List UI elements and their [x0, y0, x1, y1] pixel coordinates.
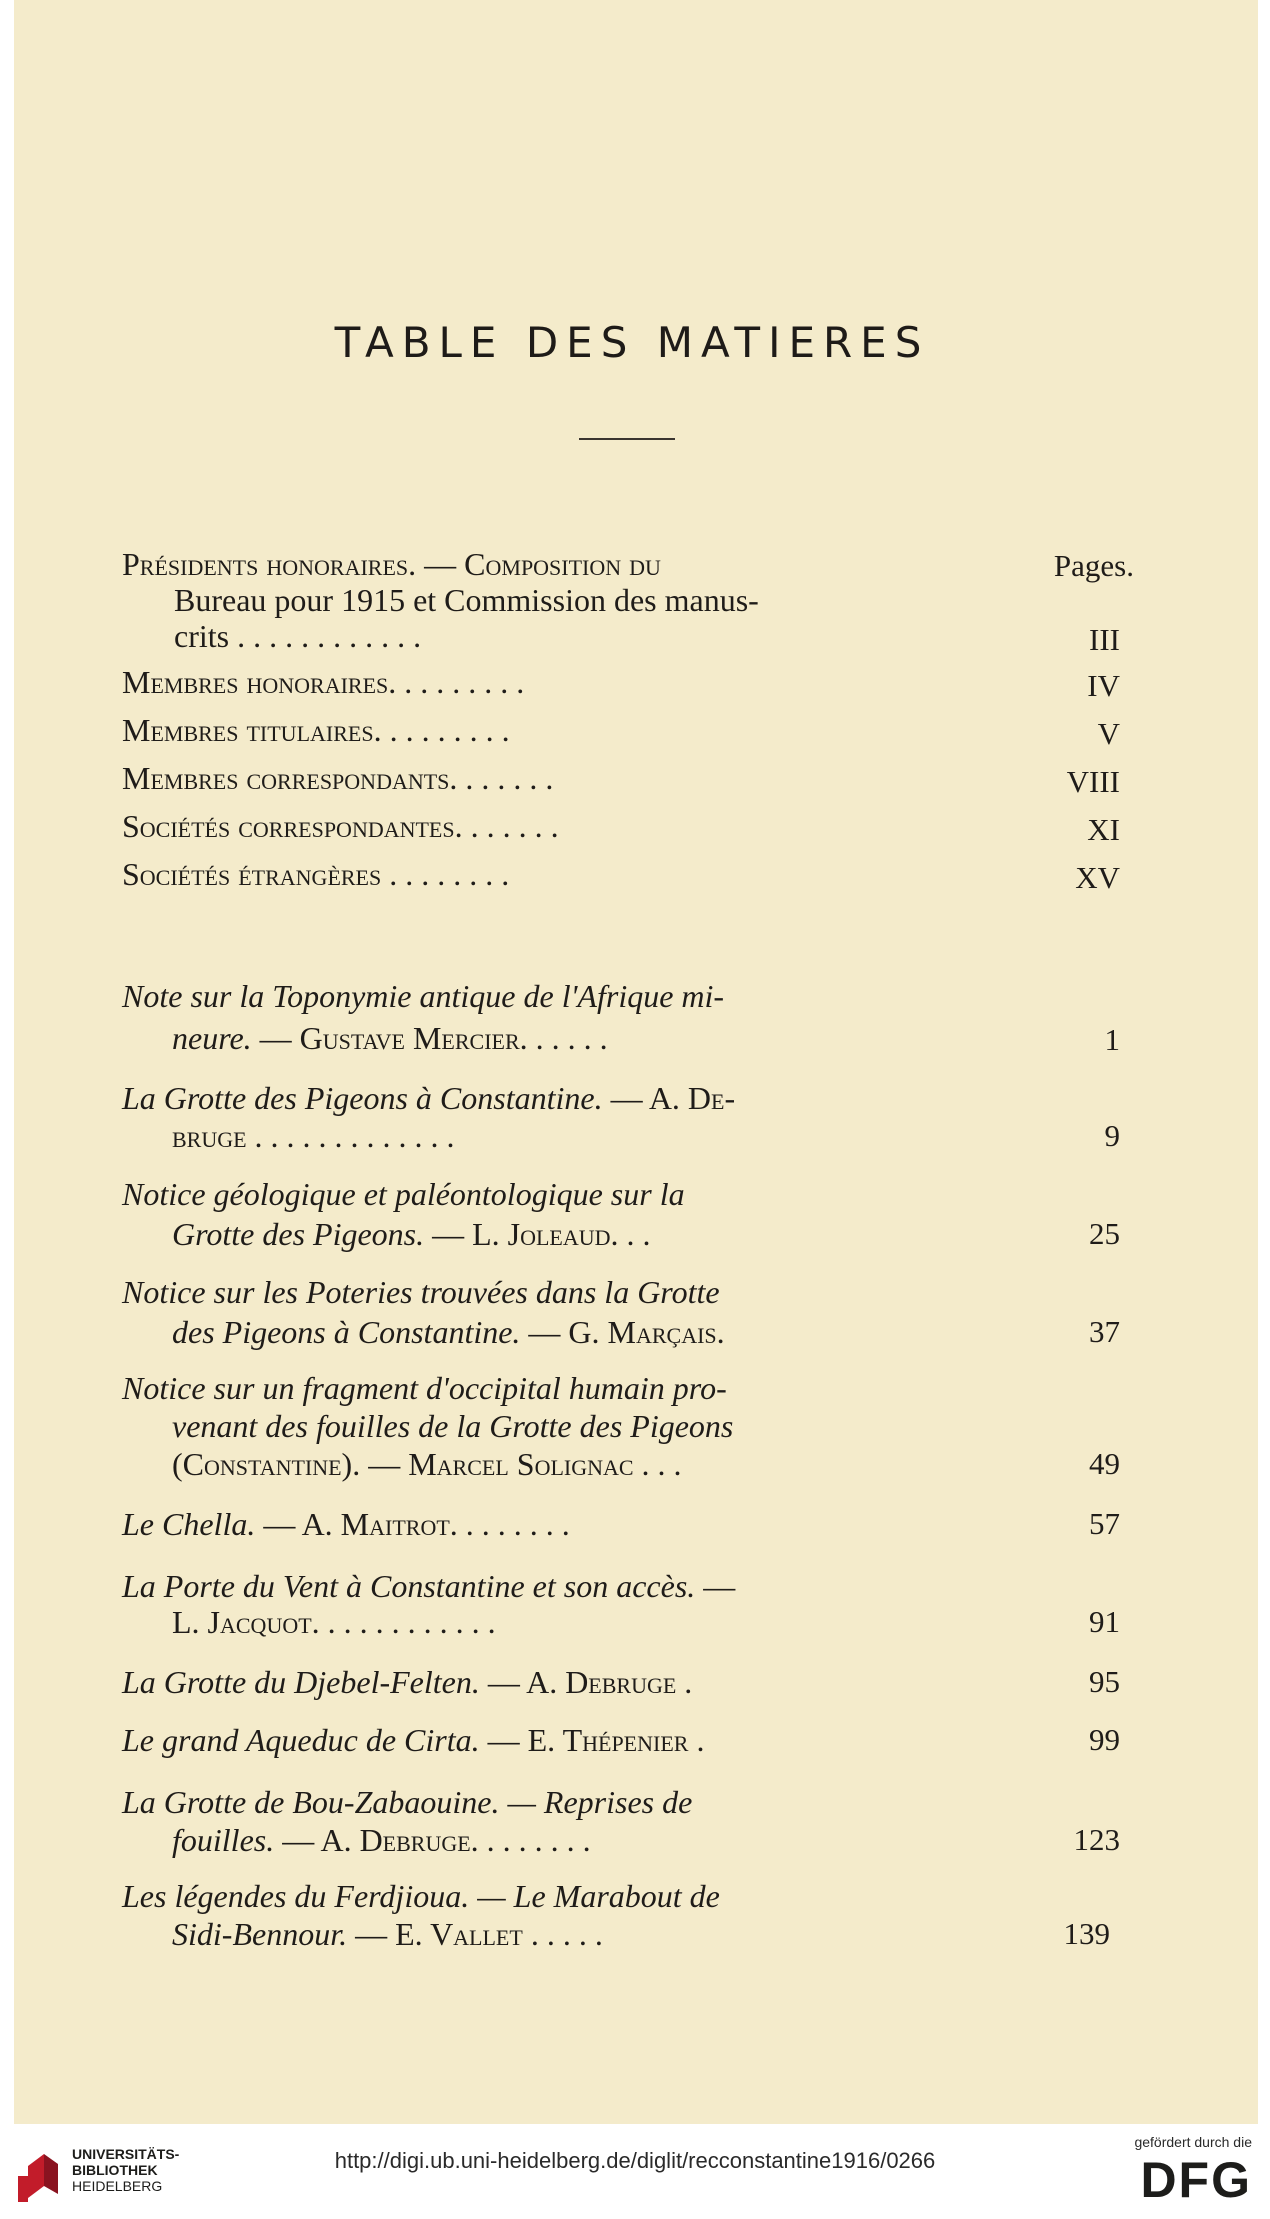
toc-article-3-title: Notice géologique et paléontologique sur la [122, 1176, 685, 1212]
title-divider [579, 438, 675, 440]
toc-entry-presidents-line3: crits . . . . . . . . . . . . [174, 618, 422, 654]
toc-article-8-title: La Grotte du Djebel-Felten. — A. Debruge . [122, 1664, 693, 1700]
toc-page-number: 57 [1089, 1506, 1120, 1541]
toc-page-number: 95 [1089, 1664, 1120, 1699]
library-name-line3: HEIDELBERG [72, 2178, 163, 2194]
toc-page-number: 37 [1089, 1314, 1120, 1349]
document-page [14, 0, 1258, 2124]
page-title: TABLE DES MATIERES [334, 318, 930, 367]
toc-entry-text: Présidents honoraires. — Composition du [122, 546, 661, 582]
toc-article-1-line2: neure. — Gustave Mercier. . . . . . [172, 1020, 608, 1056]
toc-page-number: V [1097, 716, 1120, 751]
library-name-line1: UNIVERSITÄTS- [72, 2146, 180, 2162]
dfg-logo: DFG [1140, 2152, 1252, 2208]
toc-page-number: XV [1075, 860, 1120, 895]
toc-entry-membres-honoraires: Membres honoraires. . . . . . . . . [122, 664, 525, 700]
toc-entry-membres-titulaires: Membres titulaires. . . . . . . . . [122, 712, 510, 748]
toc-page-number: XI [1087, 812, 1120, 847]
toc-article-11-line2: Sidi-Bennour. — E. Vallet . . . . . [172, 1916, 603, 1952]
funding-label: gefördert durch die [1134, 2134, 1252, 2150]
toc-page-number: 49 [1089, 1446, 1120, 1481]
toc-article-4-line2: des Pigeons à Constantine. — G. Marçais. [172, 1314, 725, 1350]
pages-header: Pages. [1053, 548, 1134, 583]
toc-page-number: 139 [1063, 1916, 1110, 1951]
toc-entry-membres-correspondants: Membres correspondants. . . . . . . [122, 760, 554, 796]
toc-article-11-title: Les légendes du Ferdjioua. — Le Marabout de [122, 1878, 720, 1914]
toc-article-2-title: La Grotte des Pigeons à Constantine. — A. De- [122, 1080, 736, 1116]
permalink-url[interactable]: http://digi.ub.uni-heidelberg.de/diglit/recconstantine1916/0266 [334, 2148, 936, 2173]
toc-article-10-title: La Grotte de Bou-Zabaouine. — Reprises de [122, 1784, 693, 1820]
toc-page-number: 9 [1104, 1118, 1120, 1153]
toc-page-number: 91 [1089, 1604, 1120, 1639]
toc-page-number: 1 [1104, 1022, 1120, 1057]
toc-article-5-line3: (Constantine). — Marcel Solignac . . . [172, 1446, 682, 1482]
toc-article-2-line2: bruge . . . . . . . . . . . . . [172, 1118, 455, 1154]
toc-article-1-title: Note sur la Toponymie antique de l'Afrique mi- [122, 978, 725, 1014]
toc-article-9-title: Le grand Aqueduc de Cirta. — E. Thépenier . [122, 1722, 705, 1758]
toc-article-7-title: La Porte du Vent à Constantine et son accès. — [122, 1568, 736, 1604]
toc-article-3-line2: Grotte des Pigeons. — L. Joleaud. . . [172, 1216, 651, 1252]
toc-entry-presidents-line2: Bureau pour 1915 et Commission des manus- [174, 582, 759, 618]
toc-article-10-line2: fouilles. — A. Debruge. . . . . . . . [172, 1822, 591, 1858]
toc-entry-societes-etrangeres: Sociétés étrangères . . . . . . . . [122, 856, 510, 892]
toc-page-number: 123 [1073, 1822, 1120, 1857]
toc-article-6-title: Le Chella. — A. Maitrot. . . . . . . . [122, 1506, 570, 1542]
toc-page-number: 25 [1089, 1216, 1120, 1251]
library-name-line2: BIBLIOTHEK [72, 2162, 158, 2178]
toc-page-number: IV [1087, 668, 1120, 703]
toc-entry-presidents-line1 [122, 546, 661, 583]
toc-article-7-line2: L. Jacquot. . . . . . . . . . . . [172, 1604, 496, 1640]
toc-article-5-title: Notice sur un fragment d'occipital humain pro- [122, 1370, 727, 1406]
toc-article-5-line2: venant des fouilles de la Grotte des Pigeons [172, 1408, 734, 1444]
toc-entry-societes-correspondantes: Sociétés correspondantes. . . . . . . [122, 808, 559, 844]
toc-page-number: 99 [1089, 1722, 1120, 1757]
toc-page-number: VIII [1066, 764, 1120, 799]
toc-article-4-title: Notice sur les Poteries trouvées dans la Grotte [122, 1274, 720, 1310]
toc-page-number: III [1089, 622, 1120, 657]
